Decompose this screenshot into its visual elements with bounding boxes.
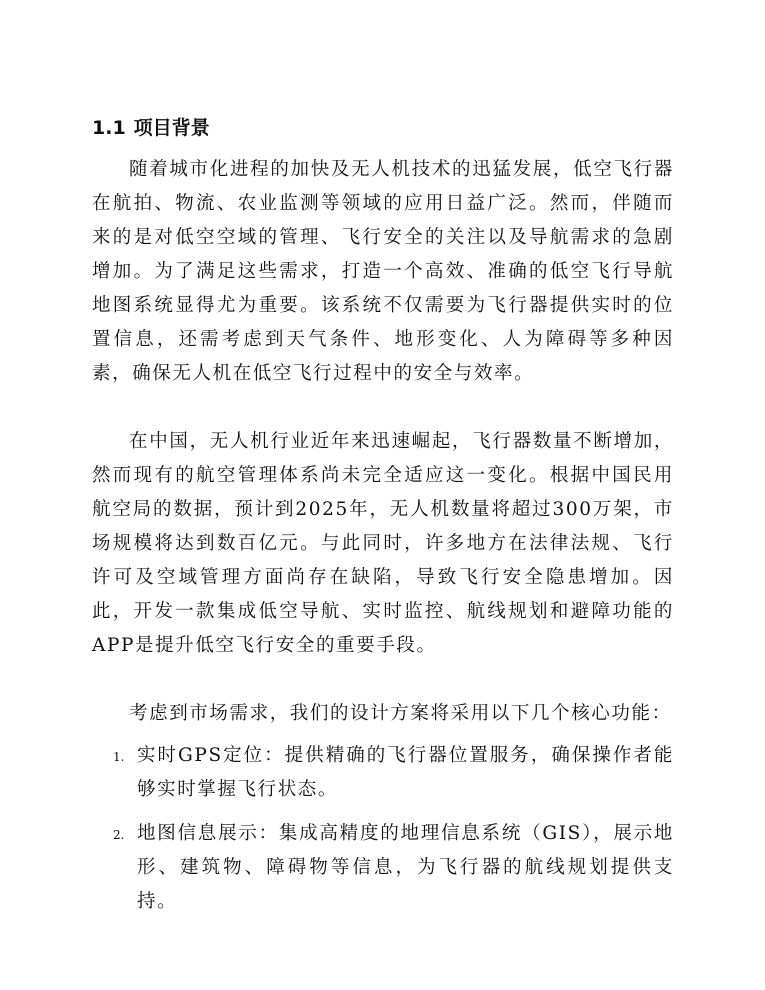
paragraph-feature-intro: 考虑到市场需求，我们的设计方案将采用以下几个核心功能：	[129, 703, 672, 724]
feature-list	[92, 739, 674, 807]
paragraph-background: 随着城市化进程的加快及无人机技术的迅猛发展，低空飞行器在航拍、物流、农业监测等领域的应用日益广泛。然而，伴随而来的是对低空空域的管理、飞行安全的关注以及导航需求的急剧增加。为了满足这些需求，打造一个高效、准确的低空飞行导航地图系统显得尤为重要。该系统不仅需要为飞行器提供实时的位置信息，还需考虑到天气条件、地形变化、人为障碍等多种因素，确保无人机在低空飞行过程中的安全与效率。	[92, 159, 674, 384]
list-item	[92, 817, 674, 919]
section-number: 1.1	[92, 117, 126, 139]
paragraph-industry-status: 在中国，无人机行业近年来迅速崛起，飞行器数量不断增加，然而现有的航空管理体系尚未完全适应这一变化。根据中国民用航空局的数据，预计到2025年，无人机数量将超过300万架，市场规模将达到数百亿元。与此同时，许多地方在法律法规、飞行许可及空域管理方面尚存在缺陷，导致飞行安全隐患增加。因此，开发一款集成低空导航、实时监控、航线规划和避障功能的APP是提升低空飞行安全的重要手段。	[92, 431, 674, 656]
list-marker: 2.	[113, 828, 125, 842]
list-marker: 1.	[113, 750, 125, 764]
list-item	[92, 739, 674, 807]
list-item-text: 地图信息展示：集成高精度的地理信息系统（GIS），展示地形、建筑物、障碍物等信息，为飞行器的航线规划提供支持。	[137, 823, 674, 912]
list-item-text: 实时GPS定位：提供精确的飞行器位置服务，确保操作者能够实时掌握飞行状态。	[137, 745, 674, 800]
section-heading	[92, 114, 210, 142]
feature-list	[92, 817, 674, 919]
section-title: 项目背景	[133, 117, 210, 139]
